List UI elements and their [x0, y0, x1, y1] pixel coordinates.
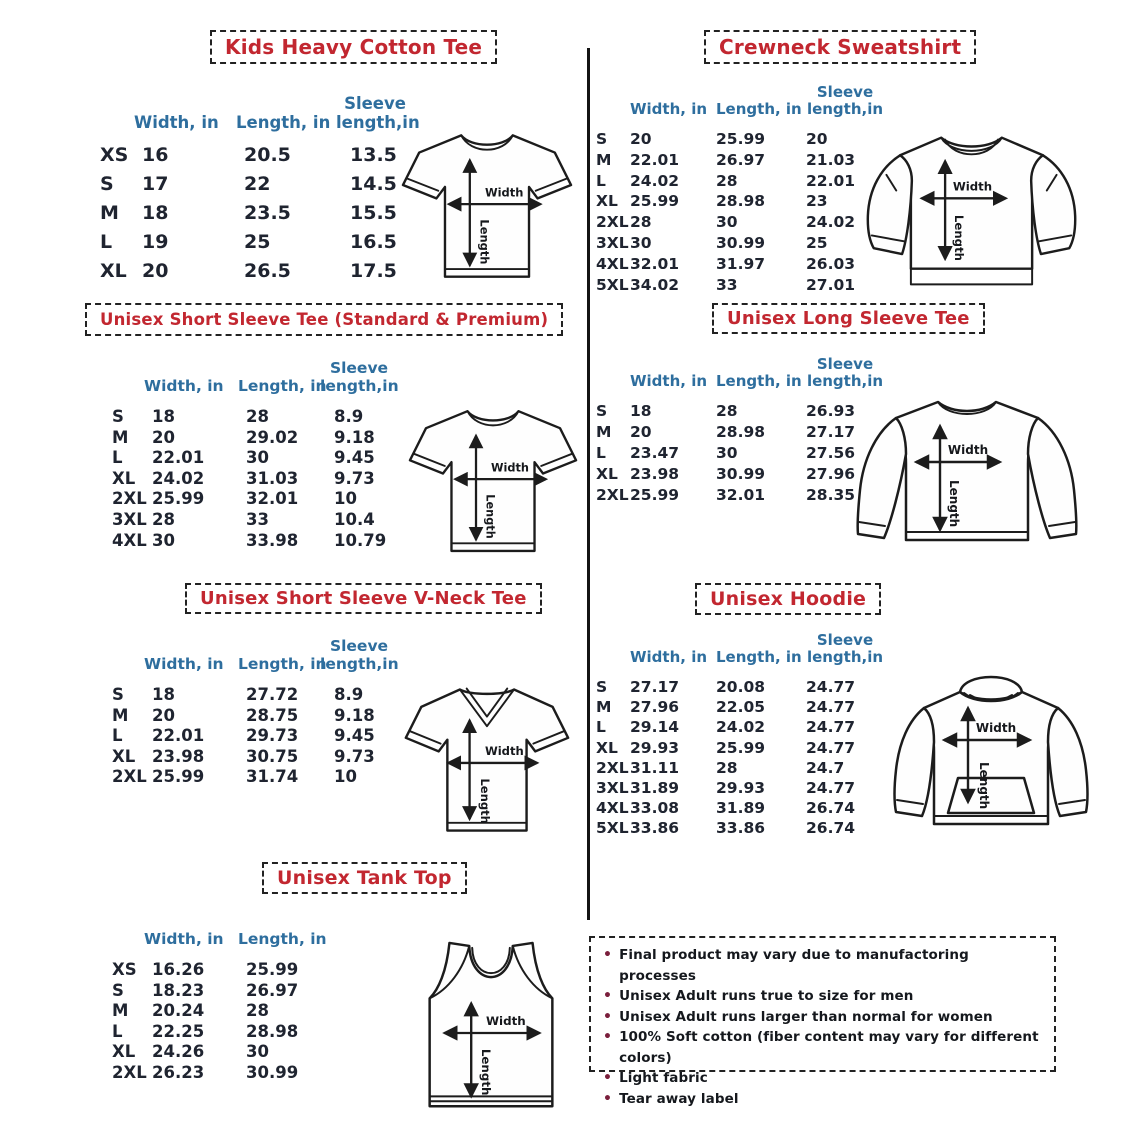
table-header [112, 912, 346, 960]
notes-list [603, 945, 1042, 1109]
note-text: 100% Soft cotton (fiber content may vary for different colors) [619, 1029, 1039, 1066]
measurement-value: 20.08 [716, 678, 766, 696]
measurement-value: 24.02 [630, 171, 680, 190]
measurement-value: 17.5 [350, 260, 397, 282]
column-header: Width, in [144, 654, 224, 673]
measurement-value: 30.99 [246, 1062, 299, 1082]
section-title-unisex-v-neck-tee [185, 583, 542, 614]
size-label: L [100, 231, 113, 253]
measurement-value: 25.99 [716, 130, 766, 148]
size-label: XL [112, 746, 136, 766]
size-label: L [112, 448, 123, 468]
measurement-value: 31.89 [716, 799, 766, 818]
length-label: Length [479, 1048, 494, 1096]
column-header: Width, in [144, 929, 224, 948]
measurement-value: 8.9 [334, 685, 364, 704]
section-title-crewneck-sweatshirt [704, 30, 976, 64]
measurement-value: 23 [806, 192, 828, 211]
size-label: M [596, 150, 612, 169]
table-body [596, 678, 894, 840]
measurement-value: 9.73 [334, 468, 375, 488]
size-table-crewneck-sweatshirt [596, 84, 894, 296]
column-header: Width, in [630, 648, 708, 667]
note-text: Light fabric [619, 1070, 708, 1086]
tank-top-illustration [416, 938, 566, 1128]
measurement-value: 25.99 [152, 489, 205, 509]
length-label: Length [483, 494, 498, 539]
measurement-value: 24.7 [806, 758, 845, 777]
size-label: M [596, 698, 612, 717]
measurement-value: 32.01 [246, 489, 299, 509]
measurement-value: 22 [244, 173, 271, 195]
size-label: 3XL [112, 509, 147, 529]
measurement-value: 18 [152, 685, 175, 704]
bullet-icon: • [603, 947, 613, 963]
table-body [112, 685, 424, 788]
column-header: Length, in [716, 372, 802, 391]
column-header: Length, in [716, 648, 802, 667]
measurement-value: 28 [716, 171, 738, 190]
measurement-value: 9.45 [334, 448, 375, 468]
table-body [112, 960, 346, 1084]
column-header: Length, in [236, 112, 331, 132]
size-label: 5XL [596, 275, 629, 294]
measurement-value: 20 [142, 260, 169, 282]
measurement-value: 25 [806, 233, 828, 252]
measurement-value: 22.01 [152, 448, 205, 468]
measurement-value: 19 [142, 231, 169, 253]
measurement-value: 8.9 [334, 407, 364, 426]
measurement-value: 30.99 [716, 233, 766, 252]
size-label: 4XL [112, 530, 147, 550]
table-body [100, 144, 446, 289]
title-text: Unisex Short Sleeve V-Neck Tee [200, 588, 527, 609]
measurement-value: 30 [246, 448, 269, 468]
measurement-value: 31.97 [716, 254, 766, 273]
size-label: S [112, 980, 124, 1000]
measurement-value: 15.5 [350, 202, 397, 224]
measurement-value: 28.98 [716, 423, 766, 441]
size-table-unisex-tank-top [112, 912, 346, 1084]
table-header [112, 630, 424, 685]
measurement-value: 31.74 [246, 767, 299, 786]
section-title-kids-heavy-cotton-tee [210, 30, 497, 64]
table-header [596, 630, 894, 678]
measurement-value: 24.02 [716, 718, 766, 737]
size-label: 2XL [112, 767, 147, 786]
measurement-value: 13.5 [350, 144, 397, 166]
column-header: Sleeve length,in [336, 94, 420, 132]
measurement-value: 16 [142, 144, 169, 166]
measurement-value: 28 [716, 402, 738, 420]
measurement-value: 32.01 [630, 254, 680, 273]
section-title-unisex-short-sleeve-tee [85, 303, 563, 336]
measurement-value: 24.02 [152, 468, 205, 488]
size-label: 2XL [112, 1062, 147, 1082]
column-header: Width, in [630, 372, 708, 391]
size-label: S [112, 407, 124, 426]
section-title-unisex-long-sleeve-tee [712, 303, 985, 334]
measurement-value: 9.18 [334, 705, 375, 725]
measurement-value: 24.77 [806, 698, 856, 717]
measurement-value: 33.08 [630, 799, 680, 818]
size-label: 2XL [596, 486, 629, 504]
measurement-value: 30 [716, 213, 738, 232]
measurement-value: 17 [142, 173, 169, 195]
section-title-unisex-tank-top [262, 862, 467, 894]
table-header [112, 352, 424, 407]
measurement-value: 30 [246, 1042, 269, 1062]
column-header: Sleeve length,in [806, 83, 884, 119]
measurement-value: 27.96 [630, 698, 680, 717]
length-label: Length [478, 778, 493, 824]
note-item [603, 1027, 1042, 1068]
measurement-value: 23.98 [152, 746, 205, 766]
measurement-value: 25.99 [630, 486, 680, 504]
measurement-value: 27.17 [806, 423, 856, 441]
size-label: M [596, 423, 612, 441]
bullet-icon: • [603, 1008, 613, 1025]
width-label: Width [484, 744, 524, 759]
measurement-value: 23.47 [630, 444, 680, 462]
size-table-kids-heavy-cotton-tee [100, 84, 446, 289]
title-text: Unisex Tank Top [277, 867, 452, 889]
size-table-unisex-short-sleeve-tee [112, 352, 424, 551]
measurement-value: 30 [716, 444, 738, 462]
measurement-value: 22.01 [630, 150, 680, 169]
size-label: XL [596, 465, 618, 483]
measurement-value: 24.77 [806, 738, 856, 757]
measurement-value: 10.4 [334, 509, 375, 529]
note-text: Unisex Adult runs true to size for men [619, 988, 914, 1004]
column-header: Length, in [238, 376, 327, 395]
measurement-value: 33.86 [716, 819, 766, 838]
size-label: 3XL [596, 778, 629, 797]
measurement-value: 26.93 [806, 402, 856, 420]
size-label: L [596, 444, 606, 462]
size-label: S [596, 402, 608, 420]
width-label: Width [484, 185, 524, 200]
measurement-value: 31.11 [630, 758, 680, 777]
measurement-value: 29.93 [716, 778, 766, 797]
measurement-value: 31.89 [630, 778, 680, 797]
measurement-value: 20 [806, 130, 828, 148]
measurement-value: 10 [334, 767, 357, 786]
measurement-value: 20 [152, 705, 175, 725]
measurement-value: 27.96 [806, 465, 856, 483]
width-label: Width [952, 179, 993, 194]
size-label: L [112, 1021, 123, 1041]
size-label: M [112, 705, 129, 725]
measurement-value: 24.77 [806, 678, 856, 696]
measurement-value: 29.14 [630, 718, 680, 737]
measurement-value: 25.99 [716, 738, 766, 757]
size-label: XS [100, 144, 129, 166]
size-label: XS [112, 960, 137, 979]
size-label: XL [596, 738, 618, 757]
measurement-value: 30 [152, 530, 175, 550]
size-label: L [596, 718, 606, 737]
size-label: XL [112, 1042, 136, 1062]
column-header: Sleeve length,in [320, 359, 399, 395]
measurement-value: 9.18 [334, 427, 375, 447]
size-label: 5XL [596, 819, 629, 838]
measurement-value: 18 [152, 407, 175, 426]
note-item [603, 1089, 1042, 1110]
measurement-value: 31.03 [246, 468, 299, 488]
measurement-value: 22.01 [152, 726, 205, 745]
long-sleeve-tee-illustration [848, 390, 1088, 570]
size-label: 2XL [596, 213, 629, 232]
size-table-unisex-v-neck-tee [112, 630, 424, 788]
measurement-value: 26.97 [716, 150, 766, 169]
note-item [603, 1068, 1042, 1089]
bullet-icon: • [603, 988, 613, 1004]
note-item [603, 945, 1042, 986]
title-text: Unisex Hoodie [710, 588, 867, 610]
measurement-value: 28.75 [246, 705, 299, 725]
size-label: S [596, 678, 608, 696]
unisex-tee-illustration [400, 398, 586, 566]
measurement-value: 30 [630, 233, 652, 252]
size-label: S [596, 130, 608, 148]
length-label: Length [951, 214, 966, 262]
size-label: M [112, 427, 129, 447]
column-header: Sleeve length,in [320, 637, 399, 673]
measurement-value: 29.93 [630, 738, 680, 757]
measurement-value: 21.03 [806, 150, 856, 169]
notes-panel [589, 936, 1056, 1107]
measurement-value: 14.5 [350, 173, 397, 195]
sweatshirt-illustration [856, 124, 1088, 300]
measurement-value: 26.74 [806, 799, 856, 818]
column-header: Length, in [238, 929, 327, 948]
table-header [100, 84, 446, 144]
measurement-value: 16.5 [350, 231, 397, 253]
table-body [596, 130, 894, 296]
v-neck-tee-illustration [400, 676, 572, 846]
measurement-value: 20 [630, 423, 652, 441]
bullet-icon: • [603, 1070, 613, 1086]
measurement-value: 9.45 [334, 726, 375, 745]
measurement-value: 29.73 [246, 726, 299, 745]
measurement-value: 23.98 [630, 465, 680, 483]
measurement-value: 22.25 [152, 1021, 205, 1041]
section-title-unisex-hoodie [695, 583, 881, 615]
measurement-value: 20.5 [244, 144, 291, 166]
measurement-value: 23.5 [244, 202, 291, 224]
bullet-icon: • [603, 1029, 613, 1045]
width-label: Width [491, 460, 529, 475]
size-label: 2XL [596, 758, 629, 777]
measurement-value: 22.05 [716, 698, 766, 717]
column-header: Sleeve length,in [806, 631, 884, 667]
measurement-value: 24.26 [152, 1042, 205, 1062]
measurement-value: 32.01 [716, 486, 766, 504]
title-text: Unisex Short Sleeve Tee (Standard & Premium) [100, 310, 549, 329]
measurement-value: 26.03 [806, 254, 856, 273]
title-text: Crewneck Sweatshirt [719, 35, 962, 59]
measurement-value: 25 [244, 231, 271, 253]
size-label: XL [112, 468, 136, 488]
note-text: Unisex Adult runs larger than normal for women [619, 1008, 993, 1025]
kids-tee-illustration [396, 122, 578, 292]
measurement-value: 28 [246, 407, 269, 426]
size-label: 3XL [596, 233, 629, 252]
measurement-value: 28.98 [246, 1021, 299, 1041]
measurement-value: 9.73 [334, 746, 375, 766]
hoodie-illustration [884, 666, 1098, 858]
measurement-value: 33 [246, 509, 269, 529]
measurement-value: 10.79 [334, 530, 387, 550]
size-label: M [100, 202, 119, 224]
table-body [112, 407, 424, 551]
measurement-value: 24.02 [806, 213, 856, 232]
size-label: L [596, 171, 606, 190]
measurement-value: 26.23 [152, 1062, 205, 1082]
measurement-value: 33.98 [246, 530, 299, 550]
measurement-value: 20 [630, 130, 652, 148]
measurement-value: 27.01 [806, 275, 856, 294]
measurement-value: 25.99 [152, 767, 205, 786]
measurement-value: 28 [716, 758, 738, 777]
column-divider-line [587, 48, 590, 920]
measurement-value: 18 [630, 402, 652, 420]
measurement-value: 29.02 [246, 427, 299, 447]
length-label: Length [977, 762, 991, 810]
measurement-value: 18 [142, 202, 169, 224]
column-header: Length, in [716, 100, 802, 119]
size-label: S [100, 173, 114, 195]
measurement-value: 27.17 [630, 678, 680, 696]
column-header: Width, in [134, 112, 219, 132]
size-label: M [112, 1001, 129, 1021]
measurement-value: 24.77 [806, 718, 856, 737]
size-label: 4XL [596, 254, 629, 273]
title-text: Unisex Long Sleeve Tee [727, 308, 970, 329]
measurement-value: 28.98 [716, 192, 766, 211]
measurement-value: 24.77 [806, 778, 856, 797]
size-label: 4XL [596, 799, 629, 818]
note-text: Tear away label [619, 1090, 739, 1107]
measurement-value: 26.5 [244, 260, 291, 282]
measurement-value: 28.35 [806, 486, 856, 504]
size-label: L [112, 726, 123, 745]
size-label: 2XL [112, 489, 147, 509]
size-label: XL [596, 192, 618, 211]
measurement-value: 28 [630, 213, 652, 232]
measurement-value: 25.99 [246, 960, 299, 979]
length-label: Length [477, 219, 492, 265]
column-header: Sleeve length,in [806, 355, 884, 391]
measurement-value: 18.23 [152, 980, 205, 1000]
table-header [596, 84, 894, 130]
measurement-value: 26.97 [246, 980, 299, 1000]
measurement-value: 10 [334, 489, 357, 509]
measurement-value: 33 [716, 275, 738, 294]
note-item [603, 986, 1042, 1007]
bullet-icon: • [603, 1090, 613, 1107]
width-label: Width [975, 721, 1017, 735]
column-header: Width, in [630, 100, 708, 119]
note-item [603, 1007, 1042, 1028]
measurement-value: 28 [152, 509, 175, 529]
measurement-value: 33.86 [630, 819, 680, 838]
size-table-unisex-hoodie [596, 630, 894, 840]
measurement-value: 25.99 [630, 192, 680, 211]
length-label: Length [947, 480, 961, 528]
note-text: Final product may vary due to manufactoring processes [619, 947, 969, 984]
measurement-value: 20 [152, 427, 175, 447]
size-label: XL [100, 260, 127, 282]
title-text: Kids Heavy Cotton Tee [225, 35, 483, 59]
measurement-value: 22.01 [806, 171, 856, 190]
width-label: Width [485, 1014, 526, 1029]
measurement-value: 34.02 [630, 275, 680, 294]
measurement-value: 30.99 [716, 465, 766, 483]
column-header: Width, in [144, 376, 224, 395]
measurement-value: 27.72 [246, 685, 299, 704]
measurement-value: 27.56 [806, 444, 856, 462]
measurement-value: 28 [246, 1001, 269, 1021]
column-header: Length, in [238, 654, 327, 673]
measurement-value: 16.26 [152, 960, 205, 979]
measurement-value: 26.74 [806, 819, 856, 838]
measurement-value: 30.75 [246, 746, 299, 766]
measurement-value: 20.24 [152, 1001, 205, 1021]
size-label: S [112, 685, 124, 704]
width-label: Width [947, 443, 989, 457]
